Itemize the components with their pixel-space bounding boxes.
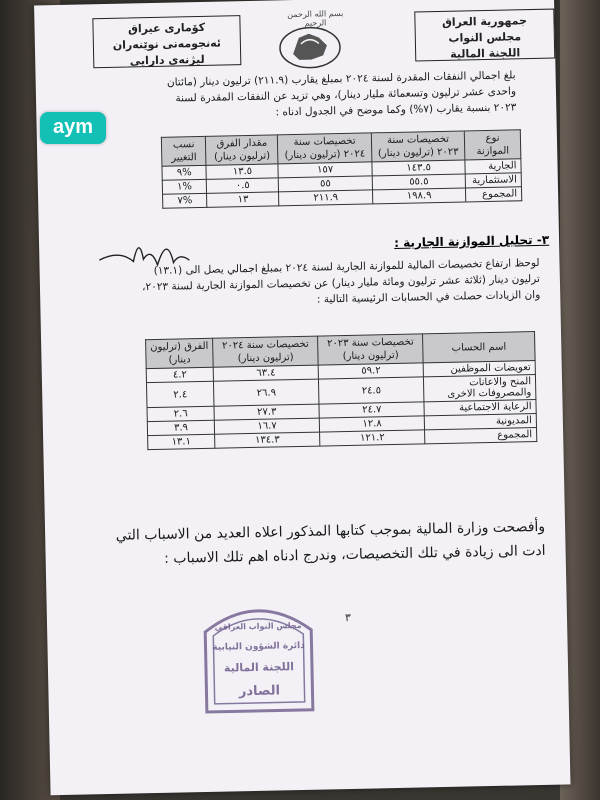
- table-cell: ٢٤.٧: [319, 402, 424, 418]
- table-header: تخصيصات سنة ٢٠٢٤ (ترليون دينار): [278, 133, 372, 164]
- basmala: بسم الله الرحمن الرحيم: [287, 8, 344, 28]
- table-header: تخصيصات سنة ٢٠٢٣ (ترليون دينار): [371, 131, 465, 162]
- table-cell: ١٤٣.٥: [372, 160, 466, 176]
- table-cell: المديونية: [424, 414, 536, 430]
- table-cell: الرعاية الاجتماعية: [424, 400, 536, 416]
- table-cell: المجموع: [466, 187, 522, 202]
- table-header: نوع الموازنة: [465, 130, 521, 160]
- header-left-line: ئەنجومەنى نوێنەران: [112, 36, 222, 52]
- header-right-line: جمهورية العراق: [441, 14, 528, 29]
- document-page: [34, 0, 570, 795]
- table-cell: ٢٤.٥: [319, 377, 425, 404]
- intro-paragraph: بلغ اجمالي النفقات المقدرة لسنة ٢٠٢٤ بمبلغ يقارب (٢١١.٩) ترليون دينار (مائتان واحدى عشر ترليون وتسعمائة مليار دينار)، وهي تزيد عن النفقات المقدرة لسنة ٢٠٢٣ بنسبة يقارب (٧%) وكما موضح في الجدول ادناه :: [166, 69, 517, 119]
- svg-text:مجلس النواب العراقي: مجلس النواب العراقي: [214, 620, 302, 632]
- page-number: ٣: [344, 610, 352, 625]
- header-right-line: مجلس النواب: [448, 30, 522, 45]
- svg-text:الصادر: الصادر: [238, 683, 281, 700]
- table-cell: المجموع: [425, 428, 537, 444]
- table-cell: ٥٥.٥: [372, 174, 466, 190]
- table-cell: المنح والاعانات والمصروفات الاخرى: [424, 375, 536, 402]
- section-paragraph: لوحظ ارتفاع تخصيصات المالية للموازنة الجارية لسنة ٢٠٢٤ بمبلغ اجمالي يصل الى (١٣.١) ترليون دينار (ثلاثة عشر ترليون ومائة مليار دينار) عن تخصيصات الموازنة الجارية لسنة ٢٠٢٣، وان الزيادات حصلت في الحسابات الرئيسية التالية :: [141, 256, 541, 306]
- svg-text:دائرة الشؤون النيابية: دائرة الشؤون النيابية: [212, 640, 305, 653]
- table-cell: الجارية: [465, 159, 521, 174]
- table-cell: تعويضات الموظفين: [423, 361, 535, 377]
- table-cell: ٤.٢: [146, 367, 213, 382]
- section-title: ٣- تحليل الموازنة الجارية :: [394, 232, 550, 250]
- table-cell: ٦٣.٤: [213, 365, 318, 381]
- table-cell: ٠.٥: [207, 178, 279, 194]
- table-header: اسم الحساب: [423, 332, 535, 363]
- table-cell: ٢٦.٩: [214, 379, 320, 406]
- table-cell: ٢.٤: [146, 381, 214, 407]
- aym-watermark-logo: aym: [40, 112, 106, 144]
- table-header: نسب التغيير: [161, 136, 206, 166]
- budget-table: [161, 129, 522, 209]
- header-left-box: [92, 15, 241, 68]
- table-cell: ٢.٦: [147, 406, 214, 421]
- header-right-box: [414, 9, 555, 62]
- table-cell: ١٣.١: [148, 434, 215, 449]
- table-header: تخصيصات سنة ٢٠٢٣ (ترليون دينار): [318, 334, 424, 365]
- table-cell: ١٣٤.٣: [215, 432, 320, 448]
- table-cell: ١٦.٧: [214, 418, 319, 434]
- table-cell: ١٢١.٢: [320, 430, 425, 446]
- table-cell: ١٥٧: [278, 162, 372, 178]
- header-right-line: اللجنة المالية: [450, 46, 521, 61]
- header-left-line: لیژنەی دارایی: [129, 52, 205, 68]
- table-header: الفرق (ترليون دينار): [146, 338, 214, 368]
- table-cell: ١٩٨.٩: [372, 188, 466, 204]
- table-header: تخصيصات سنة ٢٠٢٤ (ترليون دينار): [213, 336, 319, 367]
- table-cell: %١: [162, 179, 207, 194]
- parliament-emblem-icon: [275, 23, 346, 72]
- table-cell: ١٣: [207, 192, 279, 208]
- table-header: مقدار الفرق (ترليون دينار): [206, 135, 279, 166]
- table-cell: ١٣.٥: [206, 164, 278, 180]
- table-cell: %٧: [163, 193, 208, 208]
- table-cell: ٥٩.٢: [318, 363, 423, 379]
- table-cell: %٩: [162, 165, 207, 180]
- table-cell: الاستثمارية: [465, 173, 521, 188]
- table-cell: ٣.٩: [147, 420, 214, 435]
- svg-text:اللجنة المالية: اللجنة المالية: [223, 660, 295, 675]
- official-stamp: [194, 590, 323, 723]
- current-budget-table: [145, 331, 537, 450]
- closing-paragraph: وأفصحت وزارة المالية بموجب كتابها المذكور اعلاه العديد من الاسباب التي ادت الى زيادة في تلك التخصيصات، وندرج ادناه اهم تلك الاسباب :: [115, 518, 546, 567]
- table-cell: ٢٧.٣: [214, 404, 319, 420]
- table-cell: ١٢.٨: [319, 416, 424, 432]
- table-cell: ٥٥: [279, 176, 373, 192]
- header-left-line: كۆمارى عيراق: [127, 20, 206, 36]
- table-cell: ٢١١.٩: [279, 190, 373, 206]
